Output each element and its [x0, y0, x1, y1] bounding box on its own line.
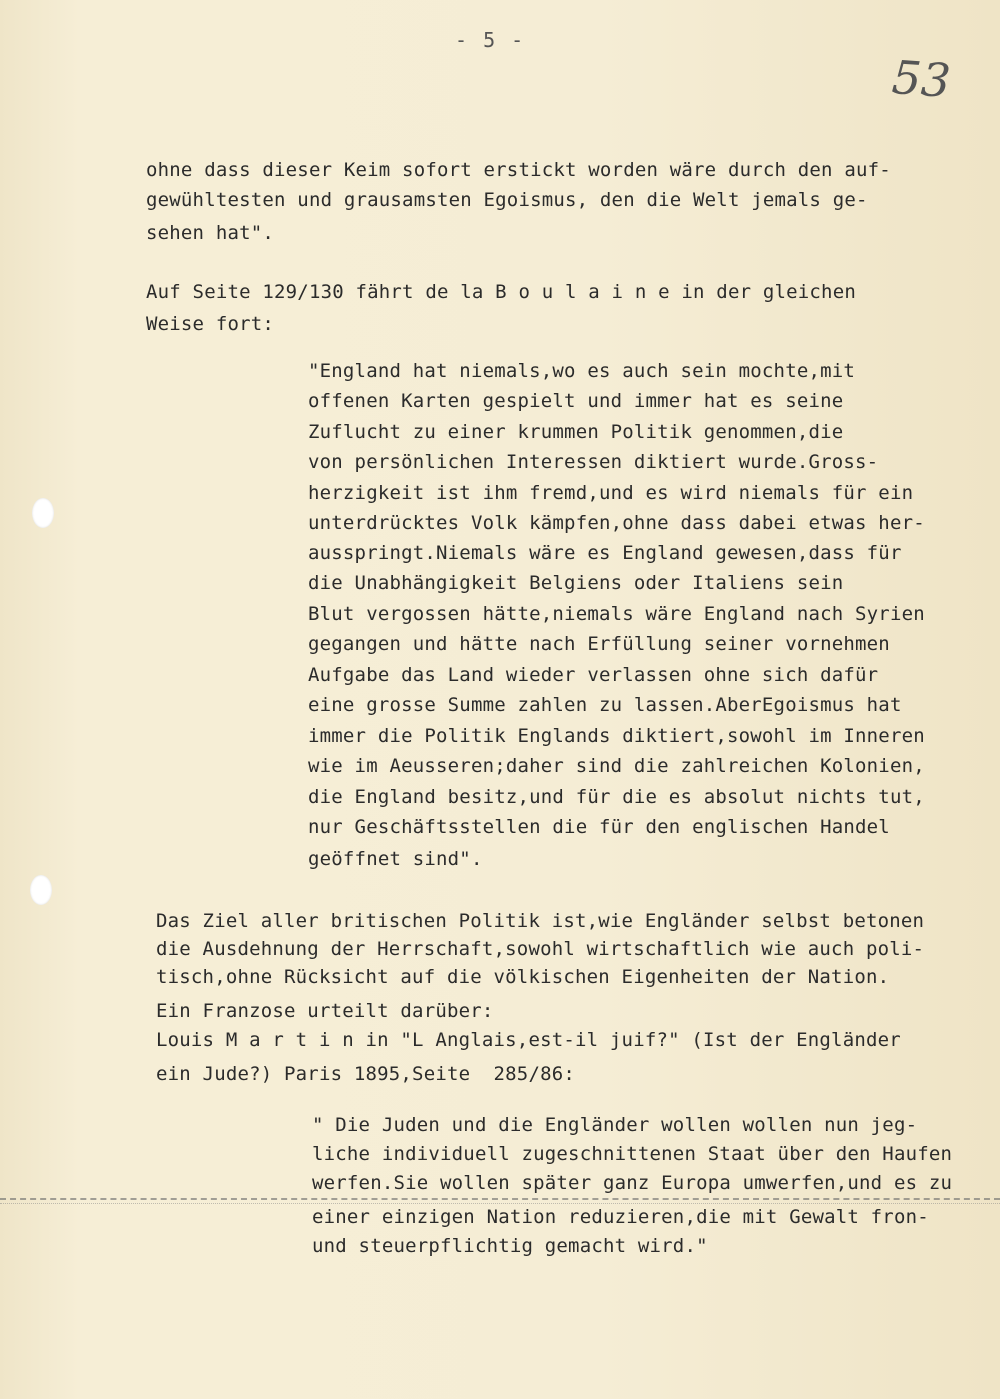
- quote-line: und steuerpflichtig gemacht wird.": [312, 1235, 708, 1257]
- text-line: die Ausdehnung der Herrschaft,sowohl wirtschaftlich wie auch poli-: [156, 938, 925, 960]
- text-line: tisch,ohne Rücksicht auf die völkischen Eigenheiten der Nation.: [156, 966, 890, 988]
- quote-line: von persönlichen Interessen diktiert wurde.Gross-: [308, 451, 879, 473]
- quote-line: offenen Karten gespielt und immer hat es seine: [308, 390, 844, 412]
- quote-line: wie im Aeusseren;daher sind die zahlreichen Kolonien,: [308, 755, 925, 777]
- text-line: ohne dass dieser Keim sofort erstickt worden wäre durch den auf-: [146, 159, 891, 181]
- quote-line: einer einzigen Nation reduzieren,die mit Gewalt fron-: [312, 1206, 929, 1228]
- text-line: ein Jude?) Paris 1895,Seite 285/86:: [156, 1063, 576, 1085]
- quote-line: die England besitz,und für die es absolut nichts tut,: [308, 786, 925, 808]
- quote-line: Zuflucht zu einer krummen Politik genommen,die: [308, 421, 844, 443]
- quote-line: liche individuell zugeschnittenen Staat über den Haufen: [312, 1143, 953, 1165]
- quote-line: immer die Politik Englands diktiert,sowohl im Inneren: [308, 725, 925, 747]
- fold-line: [0, 1198, 1000, 1200]
- quote-line: " Die Juden und die Engländer wollen wollen nun jeg-: [312, 1114, 918, 1136]
- punch-hole-bottom: [30, 875, 52, 905]
- text-line: Ein Franzose urteilt darüber:: [156, 1000, 494, 1022]
- text-line: Weise fort:: [146, 313, 275, 335]
- quote-line: ausspringt.Niemals wäre es England gewesen,dass für: [308, 542, 902, 564]
- quote-line: Blut vergossen hätte,niemals wäre England nach Syrien: [308, 603, 925, 625]
- quote-line: gegangen und hätte nach Erfüllung seiner vornehmen: [308, 633, 890, 655]
- fold-line-shadow: [0, 1203, 1000, 1204]
- quote-line: herzigkeit ist ihm fremd,und es wird niemals für ein: [308, 482, 914, 504]
- quote-line: Aufgabe das Land wieder verlassen ohne sich dafür: [308, 664, 879, 686]
- quote-line: werfen.Sie wollen später ganz Europa umwerfen,und es zu: [312, 1172, 953, 1194]
- page-number: - 5 -: [455, 28, 526, 52]
- text-line: Louis M a r t i n in "L Anglais,est-il juif?" (Ist der Engländer: [156, 1029, 901, 1051]
- quote-line: eine grosse Summe zahlen zu lassen.AberEgoismus hat: [308, 694, 902, 716]
- text-line: Das Ziel aller britischen Politik ist,wie Engländer selbst betonen: [156, 910, 925, 932]
- archive-number: 53: [890, 50, 953, 108]
- punch-hole-top: [32, 498, 54, 528]
- quote-line: geöffnet sind".: [308, 848, 483, 870]
- text-line: sehen hat".: [146, 222, 275, 244]
- quote-line: unterdrücktes Volk kämpfen,ohne dass dabei etwas her-: [308, 512, 925, 534]
- quote-line: "England hat niemals,wo es auch sein mochte,mit: [308, 360, 856, 382]
- text-line: gewühltesten und grausamsten Egoismus, den die Welt jemals ge-: [146, 189, 868, 211]
- text-line: Auf Seite 129/130 fährt de la B o u l a i n e in der gleichen: [146, 281, 856, 303]
- quote-line: nur Geschäftsstellen die für den englischen Handel: [308, 816, 890, 838]
- quote-line: die Unabhängigkeit Belgiens oder Italiens sein: [308, 572, 844, 594]
